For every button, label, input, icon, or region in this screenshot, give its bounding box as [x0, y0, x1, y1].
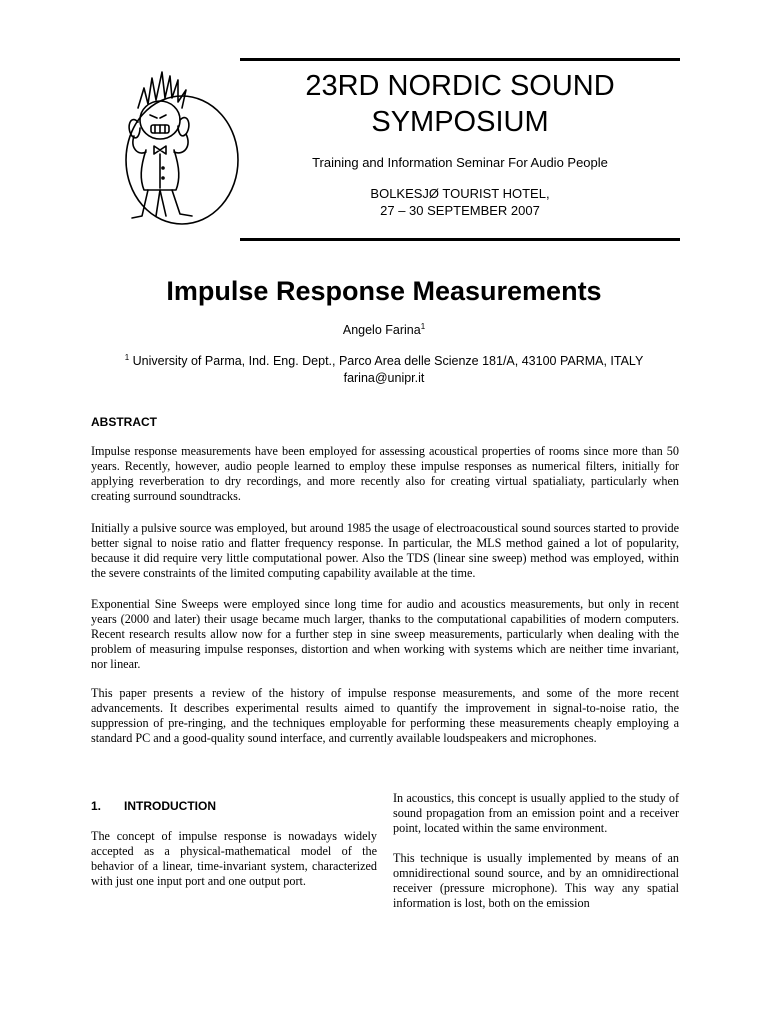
intro-column-left-paragraph: The concept of impulse response is nowadays widely accepted as a physical-mathematical model of the behavior of a linear, time-invariant system, characterized with just one input port and one output port. — [91, 829, 377, 888]
header-bottom-rule — [240, 238, 680, 241]
section-title: INTRODUCTION — [124, 799, 216, 813]
abstract-heading: ABSTRACT — [91, 415, 157, 429]
affiliation-footnote-mark: 1 — [124, 352, 130, 362]
section-heading-introduction — [91, 799, 216, 813]
conference-venue — [240, 185, 680, 219]
abstract-paragraph: This paper presents a review of the history of impulse response measurements, and some of the more recent advancements. It describes experimental results aimed to quantify the improvement in signal-to-noise ratio, the suppression of pre-ringing, and the techniques employable for performing these measurements cheaply employing a standard PC and a good-quality sound interface, and currently available loudspeakers and microphones. — [91, 686, 679, 745]
venue-dates: 27 – 30 SEPTEMBER 2007 — [380, 203, 540, 218]
abstract-paragraph: Impulse response measurements have been employed for assessing acoustical properties of rooms since more than 50 years. Recently, however, audio people learned to employ these impulse responses as numerical filters, initially for applying reverberation to dry recordings, and more recently also for creating virtual spatialiaty, particularly when creating surround soundtracks. — [91, 444, 679, 503]
section-number: 1. — [91, 799, 102, 813]
venue-hotel: BOLKESJØ TOURIST HOTEL, — [370, 186, 550, 201]
affiliation-text: University of Parma, Ind. Eng. Dept., Parco Area delle Scienze 181/A, 43100 PARMA, ITALY — [132, 354, 644, 368]
conference-subtitle: Training and Information Seminar For Audio People — [312, 155, 608, 170]
abstract-paragraph: Exponential Sine Sweeps were employed since long time for audio and acoustics measurements, but only in recent years (2000 and later) their usage became much larger, thanks to the computational capabilities of modern computers. Recent research results allow now for a further step in sine sweep measurements, particularly when dealing with the problem of measuring impulse responses, distortion and when working with systems which are neither time invariant, nor linear. — [91, 597, 679, 671]
abstract-paragraph: Initially a pulsive source was employed, but around 1985 the usage of electroacoustical sound sources started to provide better signal to noise ratio and flatter frequency response. In particular, the MLS method gained a lot of popularity, because it did require very little computational power. Also the TDS (linear sine sweep) method was employed, within the severe constraints of the limited computing capability available at the time. — [91, 521, 679, 580]
intro-column-right-paragraph: In acoustics, this concept is usually applied to the study of sound propagation from an emission point and a receiver point, located within the same environment. — [393, 791, 679, 835]
conference-title: 23RD NORDIC SOUND SYMPOSIUM — [305, 70, 615, 138]
author-email: farina@unipr.it — [343, 371, 425, 385]
author-line — [0, 323, 768, 337]
paper-title: Impulse Response Measurements — [166, 276, 602, 306]
header-top-rule — [240, 58, 680, 61]
author-name: Angelo Farina — [342, 323, 421, 337]
intro-column-right-paragraph: This technique is usually implemented by means of an omnidirectional sound source, and by an omnidirectional receiver (pressure microphone). This way any spatial information is lost, both on the emission — [393, 851, 679, 910]
affiliation-line — [0, 353, 768, 370]
symposium-logo-icon — [110, 68, 240, 228]
affiliation-block — [0, 353, 768, 387]
author-footnote-mark: 1 — [420, 321, 426, 331]
